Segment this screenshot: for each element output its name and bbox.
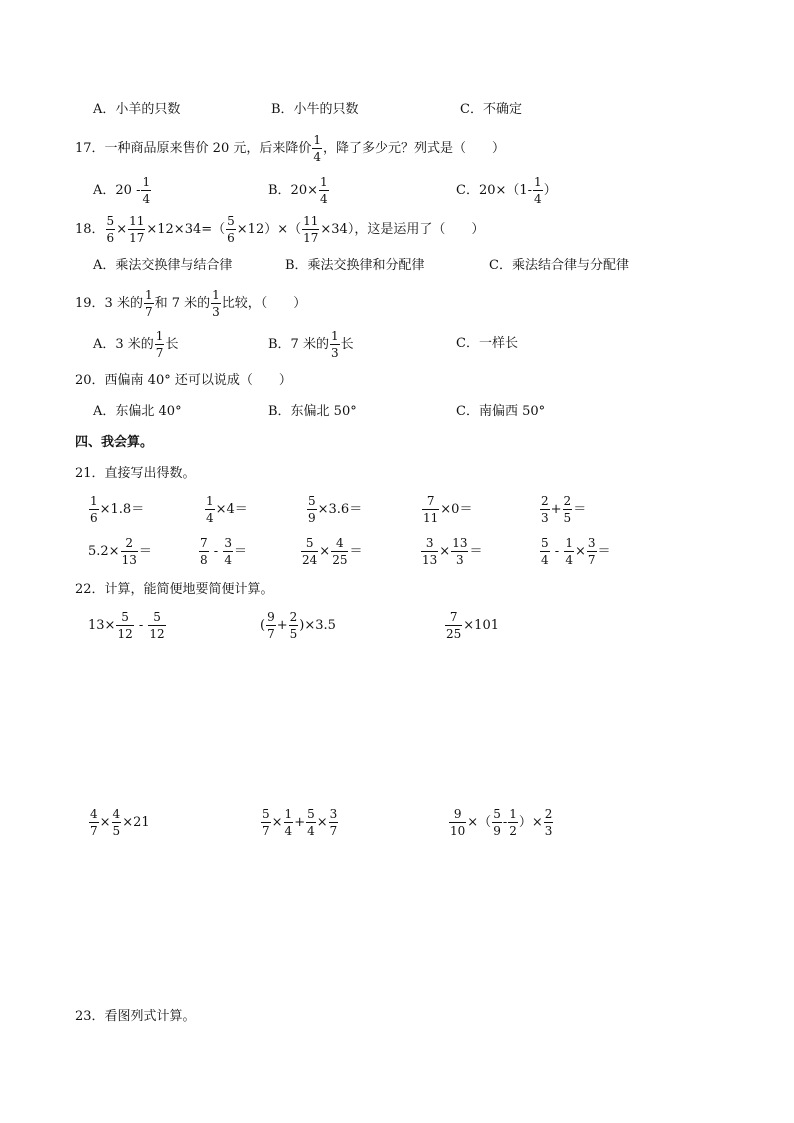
q23-stem: 23．看图列式计算。: [75, 1009, 196, 1024]
fraction: $\frac{1}{6}$: [90, 494, 98, 525]
q21-item: $\frac{5}{9}$ ×3.6＝: [308, 494, 363, 525]
fraction: $\frac{1}{4}$: [142, 175, 151, 206]
q22-expression: 13× $\frac{5}{12}$ - $\frac{5}{12}$: [88, 610, 165, 641]
fraction: $\frac{1}{4}$: [565, 536, 573, 567]
fraction: $\frac{9}{7}$: [267, 610, 275, 641]
fraction: $\frac{1}{4}$: [313, 133, 321, 164]
q21-item: $\frac{1}{4}$ ×4＝: [206, 494, 248, 525]
fraction: $\frac{2}{13}$: [121, 536, 137, 567]
q17-option-c: C．20×（1- $\frac{1}{4}$ ）: [456, 175, 557, 206]
q21-item: $\frac{3}{13}$ × $\frac{13}{3}$ ＝: [422, 536, 483, 567]
fraction: $\frac{1}{4}$: [320, 175, 328, 206]
q20-stem: 20．西偏南 40° 还可以说成（ ）: [75, 373, 292, 388]
q21-item: $\frac{2}{3}$ + $\frac{2}{5}$ ＝: [541, 494, 587, 525]
q18-option-c: C．乘法结合律与分配律: [489, 258, 629, 273]
fraction: $\frac{5}{12}$: [149, 610, 165, 641]
fraction: $\frac{5}{9}$: [493, 807, 501, 838]
q20-option-a: A．东偏北 40°: [93, 404, 182, 419]
fraction: $\frac{7}{8}$: [200, 536, 208, 567]
fraction: $\frac{1}{4}$: [534, 175, 542, 206]
q19-option-a: A．3 米的 $\frac{1}{7}$ 长: [93, 329, 179, 360]
fraction: $\frac{5}{6}$: [227, 214, 235, 245]
q17-option-b: B．20× $\frac{1}{4}$: [268, 175, 328, 206]
q20-option-c: C．南偏西 50°: [456, 404, 546, 419]
fraction: $\frac{5}{9}$: [308, 494, 316, 525]
q21-item: 5.2× $\frac{2}{13}$ ＝: [88, 536, 152, 567]
q22-stem: 22．计算，能简便地要简便计算。: [75, 582, 274, 597]
fraction: $\frac{5}{12}$: [117, 610, 133, 641]
q16-option-b: B．小牛的只数: [271, 102, 359, 117]
q19-option-c: C．一样长: [456, 336, 518, 351]
q18-option-b: B．乘法交换律和分配律: [285, 258, 425, 273]
fraction: $\frac{7}{11}$: [423, 494, 439, 525]
q18-option-a: A．乘法交换律与结合律: [93, 258, 233, 273]
q19-option-b: B．7 米的 $\frac{1}{3}$ 长: [268, 329, 354, 360]
fraction: $\frac{4}{7}$: [90, 807, 98, 838]
q17-option-a: A．20 - $\frac{1}{4}$: [93, 175, 151, 206]
fraction: $\frac{1}{7}$: [144, 288, 153, 319]
fraction: $\frac{5}{4}$: [541, 536, 549, 567]
fraction: $\frac{2}{5}$: [289, 610, 298, 641]
q21-item: $\frac{1}{6}$ ×1.8＝: [90, 494, 145, 525]
fraction: $\frac{1}{3}$: [330, 329, 339, 360]
q22-expression: ( $\frac{9}{7}$ + $\frac{2}{5}$ )×3.5: [260, 610, 336, 641]
fraction: $\frac{5}{4}$: [307, 807, 315, 838]
fraction: $\frac{11}{17}$: [129, 214, 145, 245]
fraction: $\frac{3}{4}$: [224, 536, 232, 567]
fraction: $\frac{13}{3}$: [452, 536, 468, 567]
q22-expression: $\frac{7}{25}$ ×101: [446, 610, 499, 641]
fraction: $\frac{2}{3}$: [544, 807, 553, 838]
q22-expression: $\frac{4}{7}$ × $\frac{4}{5}$ ×21: [90, 807, 150, 838]
q17-stem: 17．一种商品原来售价 20 元，后来降价 $\frac{1}{4}$ ，降了多少元？列式是（ ）: [75, 133, 506, 164]
fraction: $\frac{3}{7}$: [587, 536, 596, 567]
q21-item: $\frac{7}{11}$ ×0＝: [423, 494, 473, 525]
fraction: $\frac{2}{5}$: [563, 494, 572, 525]
q21-item: $\frac{5}{4}$ - $\frac{1}{4}$ × $\frac{3}{7}$ ＝: [541, 536, 611, 567]
q16-option-c: C．不确定: [460, 102, 522, 117]
fraction: $\frac{3}{7}$: [329, 807, 338, 838]
q21-item: $\frac{5}{24}$ × $\frac{4}{25}$ ＝: [302, 536, 363, 567]
fraction: $\frac{1}{3}$: [212, 288, 220, 319]
section-title: 四、我会算。: [75, 435, 154, 450]
fraction: $\frac{11}{17}$: [303, 214, 319, 245]
q21-stem: 21．直接写出得数。: [75, 466, 196, 481]
fraction: $\frac{5}{24}$: [302, 536, 318, 567]
fraction: $\frac{1}{2}$: [509, 807, 517, 838]
fraction: $\frac{1}{7}$: [155, 329, 164, 360]
fraction: $\frac{5}{7}$: [262, 807, 270, 838]
fraction: $\frac{2}{3}$: [541, 494, 549, 525]
q22-expression: $\frac{9}{10}$ ×（ $\frac{5}{9}$ - $\frac{1}{2}$ ）× $\frac{2}{3}$: [450, 807, 553, 838]
fraction: $\frac{1}{4}$: [284, 807, 293, 838]
fraction: $\frac{4}{5}$: [112, 807, 121, 838]
fraction: $\frac{7}{25}$: [446, 610, 462, 641]
fraction: $\frac{3}{13}$: [422, 536, 438, 567]
fraction: $\frac{4}{25}$: [332, 536, 348, 567]
fraction: $\frac{9}{10}$: [450, 807, 466, 838]
fraction: $\frac{5}{6}$: [106, 214, 115, 245]
q20-option-b: B．东偏北 50°: [268, 404, 357, 419]
fraction: $\frac{1}{4}$: [206, 494, 214, 525]
q21-item: $\frac{7}{8}$ - $\frac{3}{4}$ ＝: [200, 536, 247, 567]
q22-expression: $\frac{5}{7}$ × $\frac{1}{4}$ + $\frac{5}{4}$ × $\frac{3}{7}$: [262, 807, 338, 838]
q16-option-a: A．小羊的只数: [93, 102, 181, 117]
q18-stem: 18． $\frac{5}{6}$ × $\frac{11}{17}$ ×12×34=（ $\frac{5}{6}$ ×12）×（ $\frac{11}{17}$ ×34），这是运用了（ ）: [75, 214, 485, 245]
q19-stem: 19．3 米的 $\frac{1}{7}$ 和 7 米的 $\frac{1}{3}$ 比较，（ ）: [75, 288, 307, 319]
